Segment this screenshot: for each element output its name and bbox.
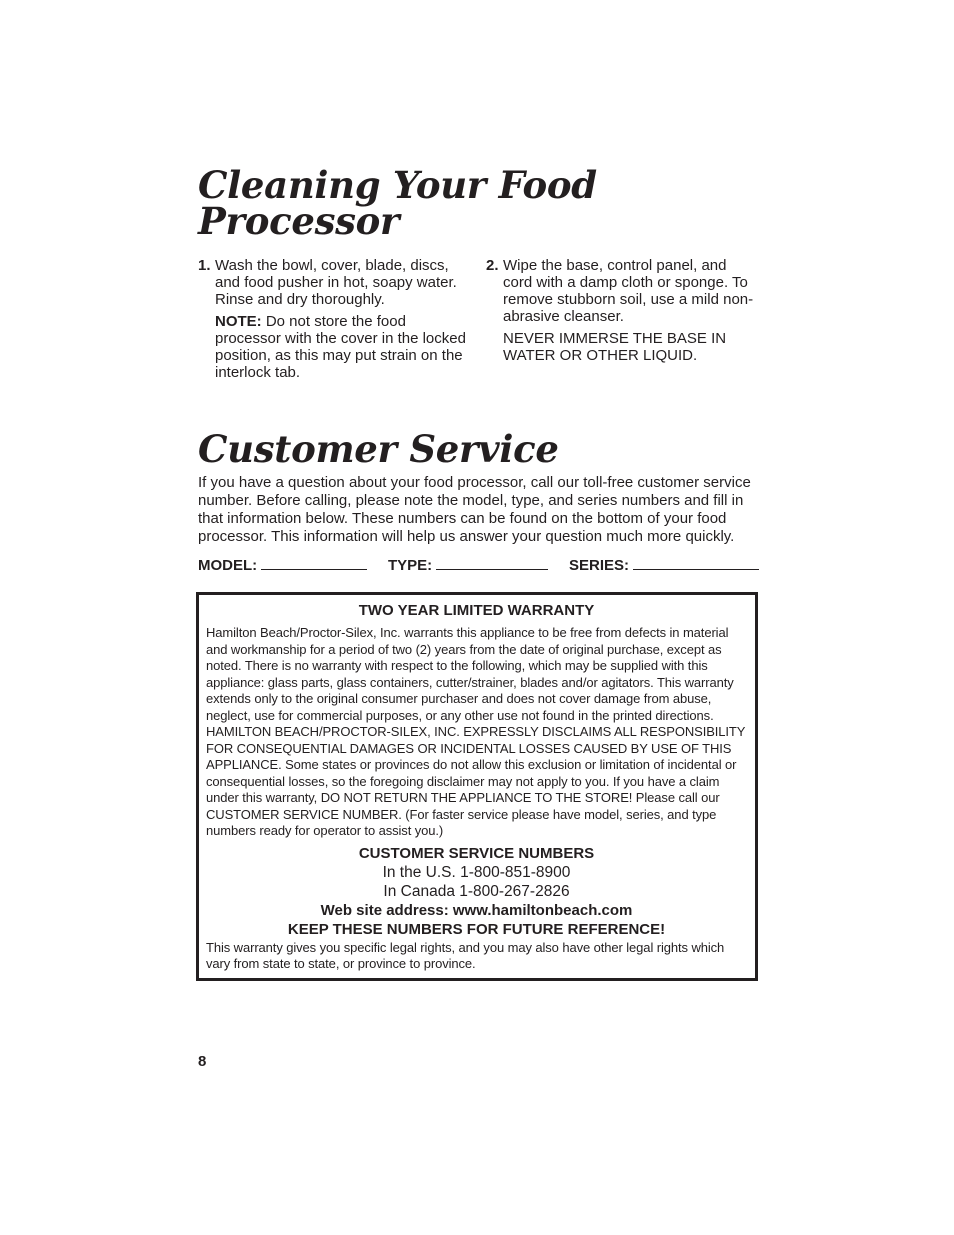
- service-intro: If you have a question about your food processor, call our toll-free customer service number. Before calling, please note the model, type, and series numbers and fill in that information below. These numbers can be found on the bottom of your food processor. This information will help us answer your question much more quickly.: [198, 474, 751, 545]
- us-phone-number: In the U.S. 1-800-851-8900: [382, 863, 571, 881]
- model-label: MODEL:: [198, 557, 258, 574]
- warranty-title: TWO YEAR LIMITED WARRANTY: [358, 602, 595, 619]
- note-text: Do not store the food processor with the cover in the locked position, as this may put strain on the interlock tab.: [215, 313, 466, 381]
- customer-service-title: Customer Service: [198, 427, 559, 471]
- step-number: 1.: [198, 257, 211, 274]
- step-warning: NEVER IMMERSE THE BASE IN WATER OR OTHER LIQUID.: [503, 330, 727, 364]
- page-number: 8: [198, 1053, 207, 1070]
- customer-service-numbers-heading: CUSTOMER SERVICE NUMBERS: [358, 844, 595, 862]
- step-number: 2.: [486, 257, 499, 274]
- series-label: SERIES:: [569, 557, 630, 574]
- step-text: Wipe the base, control panel, and cord with a damp cloth or sponge. To remove stubborn soil, use a mild non-abrasive cleanser.: [503, 257, 754, 325]
- type-label: TYPE:: [388, 557, 433, 574]
- type-field: [388, 555, 548, 575]
- step-note: [215, 313, 470, 381]
- step-text: Wash the bowl, cover, blade, discs, and food pusher in hot, soapy water. Rinse and dry thoroughly.: [215, 257, 457, 308]
- series-blank: [633, 555, 759, 570]
- legal-rights-note: This warranty gives you specific legal rights, and you may also have other legal rights which vary from state to state, or province to province.: [206, 939, 725, 971]
- model-field: [198, 555, 367, 575]
- type-blank: [436, 555, 548, 570]
- series-field: [569, 555, 759, 575]
- warranty-box: [196, 592, 758, 981]
- cleaning-title: Cleaning Your Food Processor: [198, 163, 597, 243]
- canada-phone-number: In Canada 1-800-267-2826: [383, 882, 570, 900]
- warranty-body: Hamilton Beach/Proctor-Silex, Inc. warrants this appliance to be free from defects in material and workmanship for a period of two (2) years from the date of original purchase, except as noted. There is no warranty with respect to the following, which may be supplied with this appliance: glass parts, glass containers, cutter/strainer, blades and/or agitators. This warranty extends only to the original consumer purchaser and does not cover damage from abuse, neglect, use for commercial purposes, or any other use not found in the printed directions. HAMILTON BEACH/PROCTOR-SILEX, INC. EXPRESSLY DISCLAIMS ALL RESPONSIBILITY FOR CONSEQUENTIAL DAMAGES OR INCIDENTAL LOSSES CAUSED BY USE OF THIS APPLIANCE. Some states or provinces do not allow this exclusion or limitation of incidental or consequential losses, so the foregoing disclaimer may not apply to you. If you have a claim under this warranty, DO NOT RETURN THE APPLIANCE TO THE STORE! Please call our CUSTOMER SERVICE NUMBER. (For faster service please have model, series, and type numbers ready for operator to assist you.): [206, 625, 746, 838]
- note-label: NOTE:: [215, 313, 262, 330]
- website-address: Web site address: www.hamiltonbeach.com: [320, 901, 633, 919]
- cleaning-step-1: [198, 257, 470, 386]
- model-blank: [261, 555, 367, 570]
- cleaning-step-2: [486, 257, 758, 369]
- keep-numbers-notice: KEEP THESE NUMBERS FOR FUTURE REFERENCE!: [287, 920, 666, 938]
